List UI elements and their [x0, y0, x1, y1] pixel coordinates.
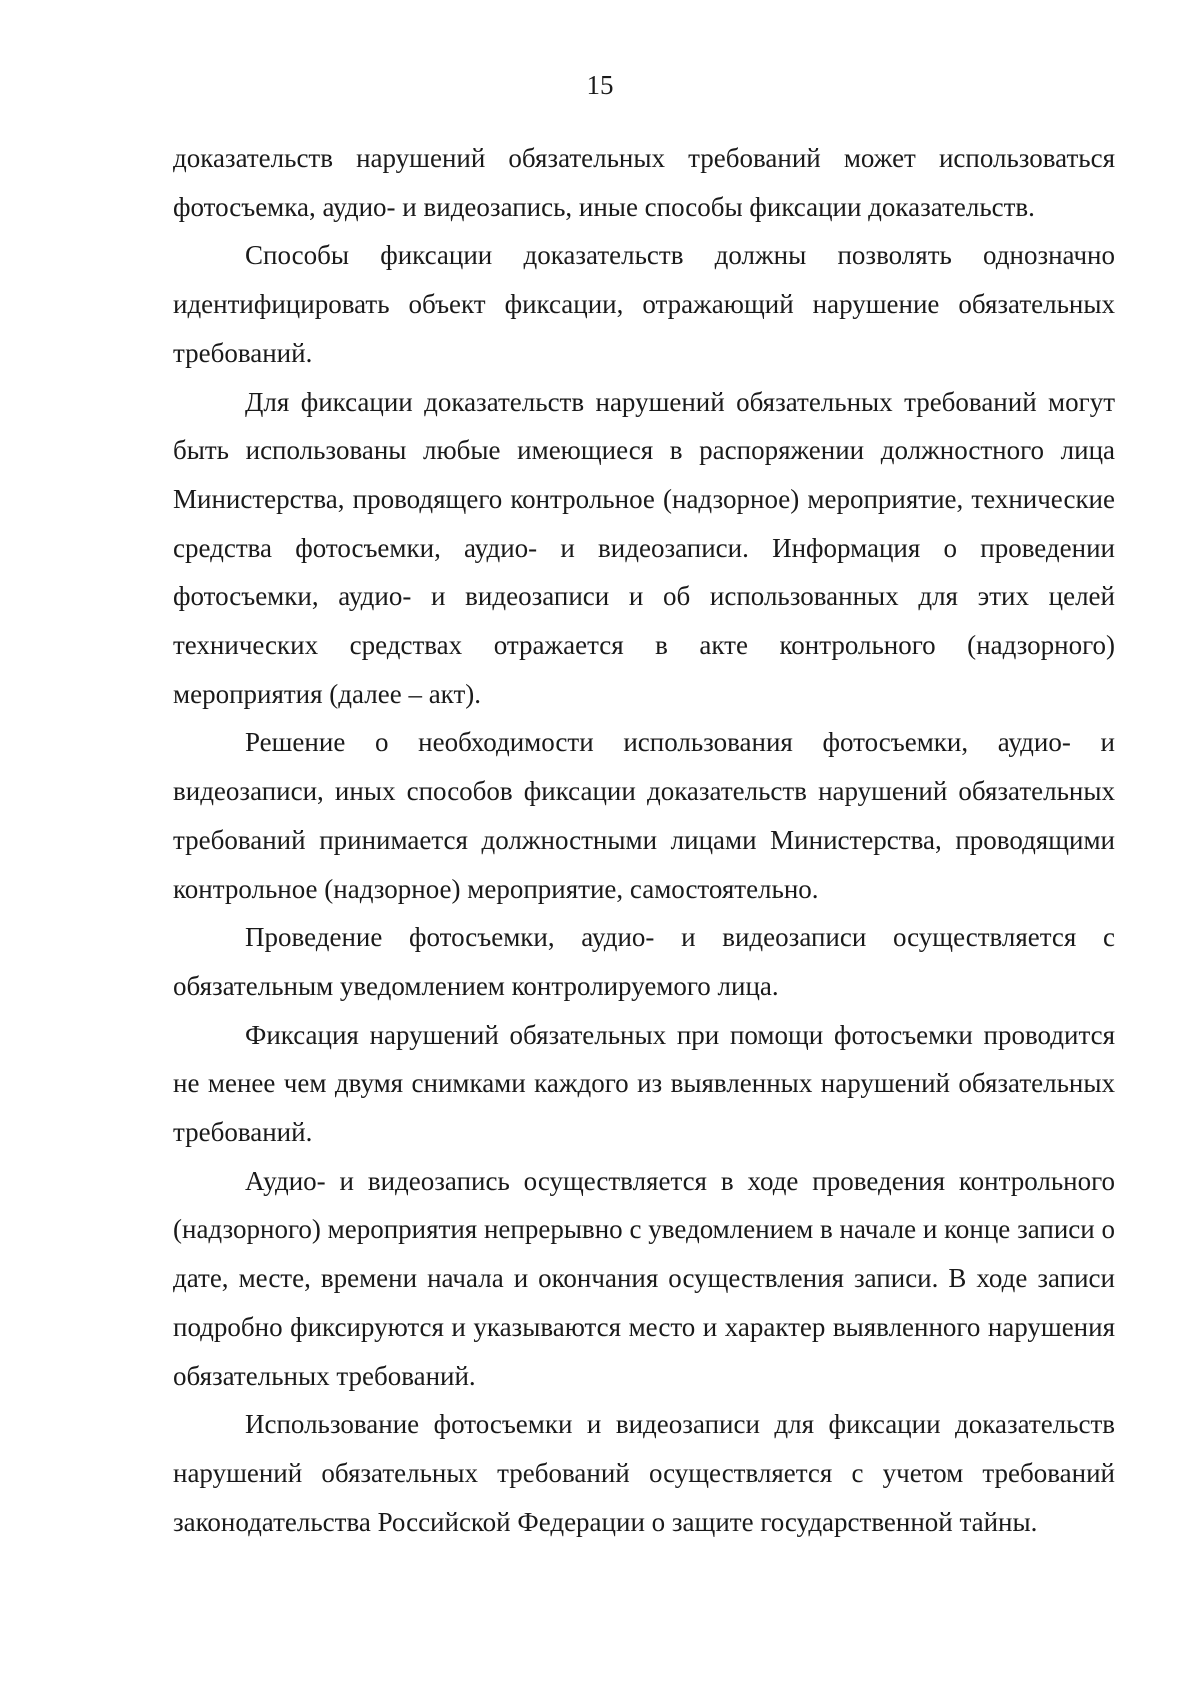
paragraph: Проведение фотосъемки, аудио- и видеозаписи осуществляется с обязательным уведомлением контролируемого лица.	[173, 922, 1115, 1001]
paragraph: Использование фотосъемки и видеозаписи для фиксации доказательств нарушений обязательных требований осуществляется с учетом требований законодательства Российской Федерации о защите государственной тайны.	[173, 1409, 1115, 1537]
paragraph: Для фиксации доказательств нарушений обязательных требований могут быть использованы любые имеющиеся в распоряжении должностного лица Министерства, проводящего контрольное (надзорное) мероприятие, технические средства фотосъемки, аудио- и видеозаписи. Информация о проведении фотосъемки, аудио- и видеозаписи и об использованных для этих целей технических средствах отражается в акте контрольного (надзорного) мероприятия (далее – акт).	[173, 386, 1115, 709]
page-number: 15	[586, 70, 614, 100]
paragraph: Аудио- и видеозапись осуществляется в ходе проведения контрольного (надзорного) мероприятия непрерывно с уведомлением в начале и конце записи о дате, месте, времени начала и окончания осуществления записи. В ходе записи подробно фиксируются и указываются место и характер выявленного нарушения обязательных требований.	[173, 1165, 1115, 1391]
document-body	[173, 134, 1115, 1546]
paragraph: Фиксация нарушений обязательных при помощи фотосъемки проводится не менее чем двумя снимками каждого из выявленных нарушений обязательных требований.	[173, 1019, 1115, 1148]
paragraph-continuation: доказательств нарушений обязательных требований может использоваться фотосъемка, аудио- и видеозапись, иные способы фиксации доказательств.	[173, 143, 1115, 222]
paragraph: Способы фиксации доказательств должны позволять однозначно идентифицировать объект фиксации, отражающий нарушение обязательных требований.	[173, 240, 1115, 368]
paragraph: Решение о необходимости использования фотосъемки, аудио- и видеозаписи, иных способов фиксации доказательств нарушений обязательных требований принимается должностными лицами Министерства, проводящими контрольное (надзорное) мероприятие, самостоятельно.	[173, 727, 1115, 904]
